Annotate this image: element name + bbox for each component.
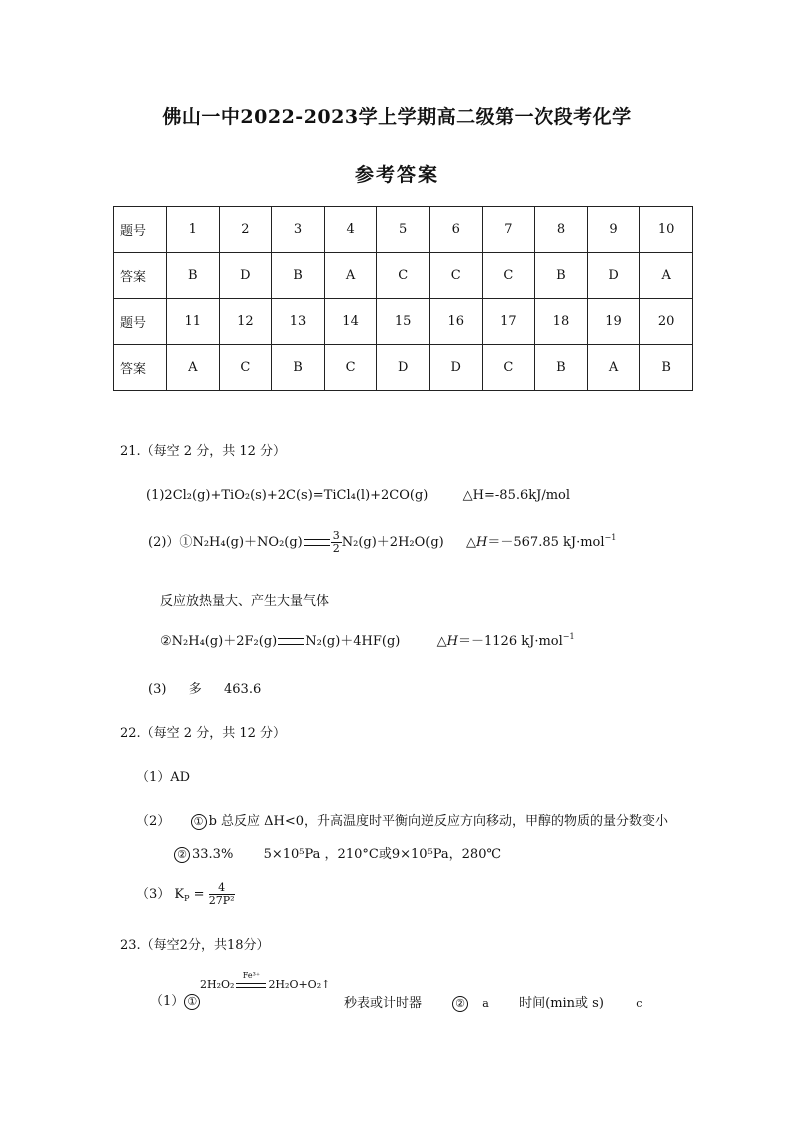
q22-header: 22.（每空 2 分，共 12 分） [120,726,287,741]
q22-part3 [136,882,235,907]
q21-p2b-dh-value: ＝－1126 kJ·mol [458,634,563,649]
q21-part1 [146,488,570,503]
table-cell: D [587,253,640,299]
q22-p2b-marker: ② [174,847,190,863]
table-cell: 15 [377,299,430,345]
catalyst-label: Fe³⁺ [242,971,261,980]
table-cell: 5 [377,207,430,253]
fraction-numerator: 4 [209,882,235,895]
q22-part2b [174,843,501,863]
table-cell: B [535,253,588,299]
table-cell: D [429,345,482,391]
q21-p2b-exponent: −1 [562,632,575,641]
q21-p2-exponent: −1 [604,533,617,542]
table-cell: C [324,345,377,391]
q22-p2-text: b 总反应 ΔH<0，升高温度时平衡向逆反应方向移动，甲醇的物质的量分数变小 [208,814,669,829]
delta-icon: △ [436,634,447,649]
delta-icon: △ [466,535,477,550]
q21-part2b [160,630,575,649]
table-cell: D [219,253,272,299]
row-label: 题号 [114,207,167,253]
document-subtitle: 参考答案 [354,164,439,186]
table-row [114,207,693,253]
q22-p3-label: （3） [136,887,171,902]
table-cell: A [640,253,693,299]
document-title: 佛山一中2022-2023学上学期高二级第一次段考化学 [162,106,632,128]
table-cell: 7 [482,207,535,253]
q23-part1b [452,992,642,1012]
q21-p3-label: (3) [148,682,167,697]
q22-p3-ksub: P [184,894,190,903]
table-cell: 18 [535,299,588,345]
table-cell: C [219,345,272,391]
q21-p2-marker: ① [179,535,193,550]
fraction-numerator: 3 [332,529,340,542]
q23-p1-label: （1） [150,994,185,1009]
table-cell: C [429,253,482,299]
table-cell: C [377,253,430,299]
q21-p1-enthalpy: △H=-85.6kJ/mol [462,488,571,503]
q21-p1-label: (1) [146,488,165,503]
table-cell: 11 [167,299,220,345]
fraction-denominator: 27P² [208,894,235,907]
q21-header: 21.（每空 2 分，共 12 分） [120,444,287,459]
table-cell: 4 [324,207,377,253]
q22-p3-equals: = [193,887,205,902]
q21-p2-right: N₂(g)＋2H₂O(g) [341,535,444,550]
q21-p2b-left: N₂H₄(g)＋2F₂(g) [171,634,278,649]
row-label: 答案 [114,253,167,299]
q21-p2-note: 反应放热量大、产生大量气体 [160,594,330,609]
table-cell: A [167,345,220,391]
table-row [114,253,693,299]
table-cell: 3 [272,207,325,253]
table-cell: 12 [219,299,272,345]
table-cell: 17 [482,299,535,345]
table-cell: 19 [587,299,640,345]
equals-arrow-icon [304,539,330,546]
q23-p1-right: 2H₂O+O₂↑ [268,978,331,991]
q21-p2-label: (2)） [148,535,180,550]
q21-p1-equation: 2Cl₂(g)+TiO₂(s)+2C(s)=TiCl₄(l)+2CO(g) [164,488,429,503]
q23-p1b-time: 时间(min或 s) [519,996,604,1011]
q23-p1-marker: ① [184,994,200,1010]
q22-p2b-text2: 5×10⁵Pa ，210°C或9×10⁵Pa，280℃ [263,847,502,862]
q23-header: 23.（每空2分，共18分） [120,938,270,953]
q21-p2-dh-value: ＝－567.85 kJ·mol [487,535,605,550]
row-label: 答案 [114,345,167,391]
q21-p2-left: N₂H₄(g)＋NO₂(g) [192,535,303,550]
table-cell: 6 [429,207,482,253]
table-cell: 1 [167,207,220,253]
q21-part3 [148,678,261,697]
q21-p3-answer-b: 463.6 [224,682,262,697]
q22-p2-label: （2） [136,814,171,829]
table-cell: C [482,345,535,391]
q23-p1-reaction [200,971,331,995]
table-cell: 20 [640,299,693,345]
q21-p2b-right: N₂(g)＋4HF(g) [305,634,401,649]
table-cell: A [587,345,640,391]
table-cell: 10 [640,207,693,253]
q21-p2-fraction [331,530,342,555]
q21-p2b-marker: ② [160,634,172,649]
table-cell: B [640,345,693,391]
q21-part2 [148,530,616,555]
q21-p2-dh-symbol: H [476,535,488,550]
q23-p1-timer: 秒表或计时器 [344,996,423,1011]
q22-part1: （1）AD [136,770,191,785]
q22-p2b-text1: 33.3% [192,847,234,862]
q23-part1 [150,990,202,1010]
table-cell: B [167,253,220,299]
table-cell: A [324,253,377,299]
q22-p3-fraction [209,882,235,907]
row-label: 题号 [114,299,167,345]
q22-part2 [136,810,668,830]
q22-p2-marker: ① [191,814,207,830]
q23-p1b-a: a [482,997,489,1010]
q21-p2b-dh-symbol: H [446,634,459,649]
fraction-denominator: 2 [332,542,340,555]
table-cell: C [482,253,535,299]
table-cell: 9 [587,207,640,253]
q23-p1b-marker: ② [452,996,468,1012]
table-row [114,299,693,345]
q23-p1-left: 2H₂O₂ [200,978,235,991]
catalyst-arrow [234,971,268,995]
q23-p1b-c: c [636,997,643,1010]
q21-p3-answer-a: 多 [188,682,202,697]
answer-table [113,206,693,391]
table-cell: 14 [324,299,377,345]
table-cell: B [272,253,325,299]
table-cell: B [272,345,325,391]
table-cell: B [535,345,588,391]
table-cell: 2 [219,207,272,253]
equals-arrow-icon [278,638,304,645]
table-cell: D [377,345,430,391]
q22-p3-k: K [174,887,185,902]
table-row [114,345,693,391]
table-cell: 16 [429,299,482,345]
equals-arrow-icon [236,983,266,988]
table-cell: 13 [272,299,325,345]
table-cell: 8 [535,207,588,253]
